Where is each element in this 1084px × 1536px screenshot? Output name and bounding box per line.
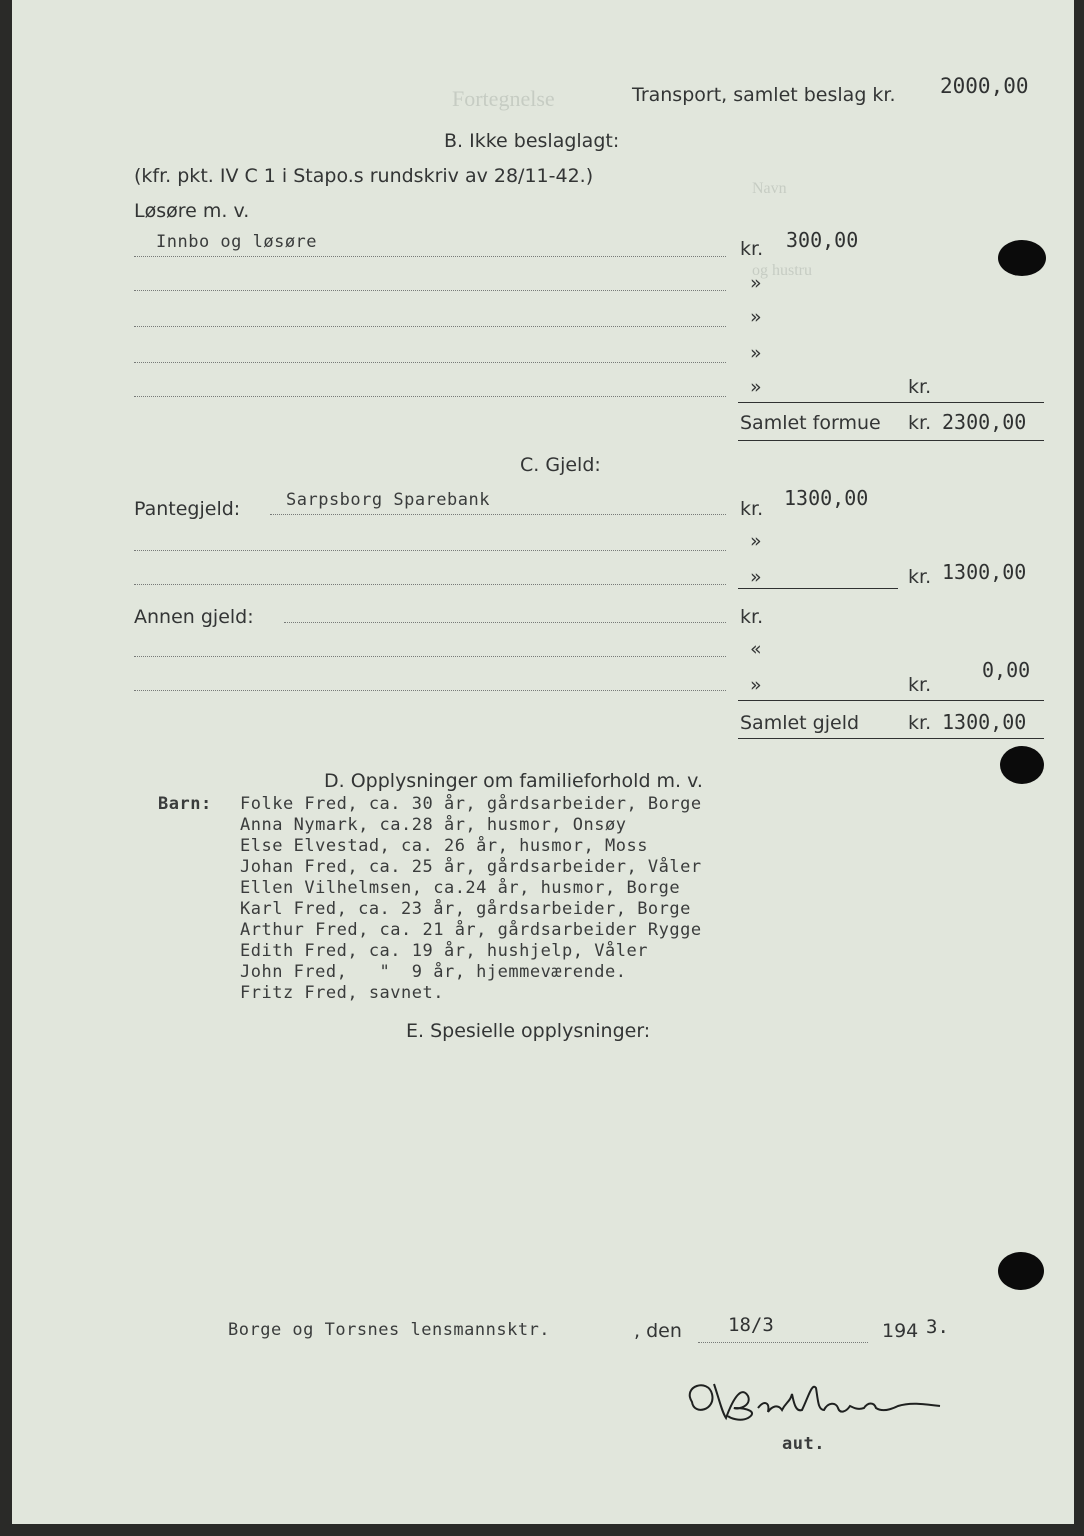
child-entry: Ellen Vilhelmsen, ca.24 år, husmor, Borge: [240, 878, 681, 898]
total-assets-amount: 2300,00: [942, 410, 1027, 434]
child-entry: Johan Fred, ca. 25 år, gårdsarbeider, Våler: [240, 857, 702, 877]
total-debt-amount: 1300,00: [942, 710, 1027, 734]
ditto-mark: »: [750, 376, 762, 398]
sum-rule: [738, 440, 1044, 441]
footer-place: Borge og Torsnes lensmannsktr.: [228, 1320, 551, 1340]
punch-hole-mark: [998, 240, 1046, 276]
mortgage-amount: 1300,00: [784, 486, 869, 510]
ditto-mark: »: [750, 674, 762, 696]
ditto-mark: »: [750, 530, 762, 552]
bleed-through-text: Fortegnelse: [452, 86, 555, 111]
other-debt-label: Annen gjeld:: [134, 606, 254, 628]
bleed-through-text: og hustru: [752, 262, 812, 279]
footer-date: 18/3: [728, 1314, 774, 1336]
other-debt-total-kr: kr.: [908, 674, 932, 696]
mortgage-label: Pantegjeld:: [134, 498, 241, 520]
dotted-line: [134, 550, 726, 551]
total-assets-kr: kr.: [908, 412, 932, 434]
section-b-heading: B. Ikke beslaglagt:: [444, 130, 620, 152]
asset-item-text: Innbo og løsøre: [156, 232, 318, 252]
bleed-through-text: Navn: [752, 180, 787, 197]
signature-image: [678, 1372, 958, 1432]
document-page: [12, 0, 1074, 1524]
ditto-mark: «: [750, 638, 762, 660]
dotted-line: [698, 1342, 868, 1343]
child-entry: Edith Fred, ca. 19 år, hushjelp, Våler: [240, 941, 648, 961]
dotted-line: [134, 396, 726, 397]
other-debt-kr-label: kr.: [740, 606, 764, 628]
dotted-line: [270, 514, 726, 515]
ditto-mark: »: [750, 272, 762, 294]
punch-hole-mark: [1000, 746, 1044, 784]
ditto-mark: »: [750, 306, 762, 328]
mortgage-subtotal-kr: kr.: [908, 566, 932, 588]
dotted-line: [284, 622, 726, 623]
total-debt-kr: kr.: [908, 712, 932, 734]
footer-year-suffix: 3.: [926, 1316, 949, 1338]
child-entry: Karl Fred, ca. 23 år, gårdsarbeider, Borge: [240, 899, 691, 919]
footer-comma-den: , den: [634, 1320, 682, 1342]
sum-rule: [738, 700, 1044, 701]
child-entry: Fritz Fred, savnet.: [240, 983, 444, 1003]
child-entry: Else Elvestad, ca. 26 år, husmor, Moss: [240, 836, 648, 856]
sum-rule: [738, 588, 898, 589]
dotted-line: [134, 362, 726, 363]
footer-year-prefix: 194: [882, 1320, 919, 1342]
sum-rule: [738, 738, 1044, 739]
assets-subtotal-kr: kr.: [908, 376, 932, 398]
other-debt-amount: 0,00: [982, 658, 1031, 682]
dotted-line: [134, 584, 726, 585]
children-label: Barn:: [158, 794, 212, 814]
mortgage-subtotal-amount: 1300,00: [942, 560, 1027, 584]
signature-title: aut.: [782, 1434, 825, 1454]
ditto-mark: »: [750, 566, 762, 588]
mortgage-creditor: Sarpsborg Sparebank: [286, 490, 490, 510]
mortgage-kr-label: kr.: [740, 498, 764, 520]
punch-hole-mark: [998, 1252, 1044, 1290]
asset-item-amount: 300,00: [786, 228, 859, 252]
child-entry: Arthur Fred, ca. 21 år, gårdsarbeider Rygge: [240, 920, 702, 940]
total-debt-label: Samlet gjeld: [740, 712, 860, 734]
asset-kr-label: kr.: [740, 238, 764, 260]
child-entry: Anna Nymark, ca.28 år, husmor, Onsøy: [240, 815, 627, 835]
dotted-line: [134, 326, 726, 327]
dotted-line: [134, 690, 726, 691]
section-e-heading: E. Spesielle opplysninger:: [406, 1020, 651, 1042]
total-assets-label: Samlet formue: [740, 412, 881, 434]
transport-amount: 2000,00: [940, 74, 1029, 98]
sum-rule: [738, 402, 1044, 403]
dotted-line: [134, 256, 726, 257]
child-entry: Folke Fred, ca. 30 år, gårdsarbeider, Borge: [240, 794, 702, 814]
dotted-line: [134, 656, 726, 657]
ditto-mark: »: [750, 342, 762, 364]
dotted-line: [134, 290, 726, 291]
section-d-heading: D. Opplysninger om familieforhold m. v.: [324, 770, 703, 792]
child-entry: John Fred, " 9 år, hjemmeværende.: [240, 962, 627, 982]
section-b-subheading: Løsøre m. v.: [134, 200, 250, 222]
section-c-heading: C. Gjeld:: [520, 454, 601, 476]
transport-label: Transport, samlet beslag kr.: [632, 84, 896, 106]
section-b-reference: (kfr. pkt. IV C 1 i Stapo.s rundskriv av 28/11-42.): [134, 165, 594, 187]
